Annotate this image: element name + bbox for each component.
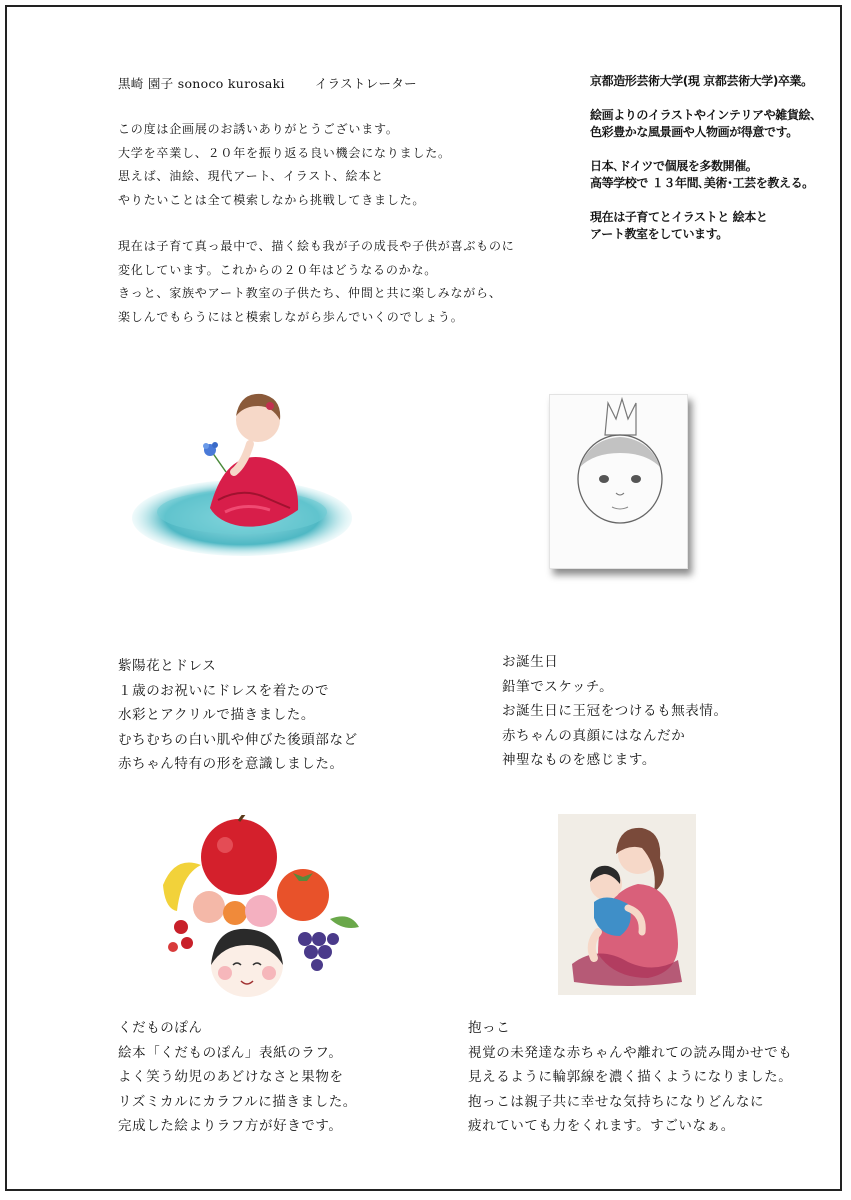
artist-name: 黒崎 園子 sonoco kurosaki xyxy=(118,76,285,91)
artwork-kudamonopon-caption xyxy=(118,1016,357,1139)
text-line: やりたいことは全て模索しなから挑戦してきました。 xyxy=(118,192,426,207)
text-line: お誕生日に王冠をつけるも無表情。 xyxy=(502,703,728,719)
profile-current xyxy=(590,209,822,243)
text-line: リズミカルにカラフルに描きました。 xyxy=(118,1093,357,1110)
intro-paragraph-1 xyxy=(118,118,515,212)
artwork-title: 抱っこ xyxy=(468,1020,511,1036)
artwork-birthday-sketch-image xyxy=(549,394,688,569)
artwork-title: 紫陽花とドレス xyxy=(118,658,217,674)
profile-career xyxy=(590,158,822,192)
text-line: 楽しんでもらうにはと模索しながら歩んでいくのでしょう。 xyxy=(118,309,464,324)
text-line: むちむちの白い肌や伸びた後頭部など xyxy=(118,731,358,748)
text-line: １歳のお祝いにドレスを着たので xyxy=(118,682,330,699)
text-line: 疲れていても力をくれます。すごいなぁ。 xyxy=(468,1118,735,1134)
text-line: 思えば、油絵、現代アート、イラスト、絵本と xyxy=(118,169,384,183)
text-line: よく笑う幼児のあどけなさと果物を xyxy=(118,1069,344,1085)
profile-specialty xyxy=(590,107,822,141)
artwork-title: お誕生日 xyxy=(502,654,559,670)
text-line: 色彩豊かな風景画や人物画が得意です。 xyxy=(590,125,798,139)
text-line: 現在は子育てとイラストと 絵本と xyxy=(590,210,768,224)
text-line: 現在は子育て真っ最中で、描く絵も我が子の成長や子供が喜ぶものに xyxy=(118,239,515,253)
hug-drawing xyxy=(558,814,696,995)
text-line: 変化しています。これからの２０年はどうなるのかな。 xyxy=(118,262,438,277)
text-line: 日本､ドイツで個展を多数開催。 xyxy=(590,159,758,173)
artwork-hug-image xyxy=(558,814,696,995)
text-line: きっと、家族やアート教室の子供たち、仲間と共に楽しみながら、 xyxy=(118,286,502,300)
artwork-hug-caption xyxy=(468,1016,792,1139)
text-line: 神聖なものを感じます。 xyxy=(502,752,657,768)
intro-text xyxy=(118,118,515,329)
artist-role: イラストレーター xyxy=(314,76,417,91)
text-line: 高等学校で １３年間､美術･工芸を教える。 xyxy=(590,176,814,190)
text-line: 大学を卒業し、２０年を振り返る良い機会になりました。 xyxy=(118,145,451,160)
artwork-kudamonopon-image xyxy=(155,815,365,1000)
text-line: アート教室をしています。 xyxy=(590,227,728,241)
text-line: 赤ちゃんの真顔にはなんだか xyxy=(502,727,686,744)
text-line: 見えるように輪郭線を濃く描くようになりました。 xyxy=(468,1069,793,1085)
artist-profile xyxy=(590,73,822,260)
text-line: 京都造形芸術大学(現 京都芸術大学)卒業。 xyxy=(590,74,813,88)
artist-header xyxy=(118,74,417,92)
artwork-hydrangea-dress-image xyxy=(130,380,360,580)
sketch-drawing xyxy=(550,395,687,568)
text-line: 赤ちゃん特有の形を意識しました。 xyxy=(118,756,344,772)
intro-paragraph-2 xyxy=(118,235,515,329)
profile-education xyxy=(590,73,822,90)
text-line: 絵画よりのイラストやインテリアや雑貨絵、 xyxy=(590,108,822,122)
text-line: 絵本「くだものぽん」表紙のラフ。 xyxy=(118,1044,343,1061)
artwork-hydrangea-dress-caption xyxy=(118,654,358,777)
artwork-birthday-caption xyxy=(502,650,728,773)
text-line: 鉛筆でスケッチ。 xyxy=(502,678,614,695)
text-line: この度は企画展のお誘いありがとうございます。 xyxy=(118,122,399,136)
artwork-title: くだものぽん xyxy=(118,1020,203,1036)
text-line: 水彩とアクリルで描きました。 xyxy=(118,707,315,723)
text-line: 抱っこは親子共に幸せな気持ちになりどんなに xyxy=(468,1093,765,1110)
text-line: 完成した絵よりラフ方が好きです。 xyxy=(118,1118,343,1134)
text-line: 視覚の未発達な赤ちゃんや離れての読み聞かせでも xyxy=(468,1044,793,1061)
